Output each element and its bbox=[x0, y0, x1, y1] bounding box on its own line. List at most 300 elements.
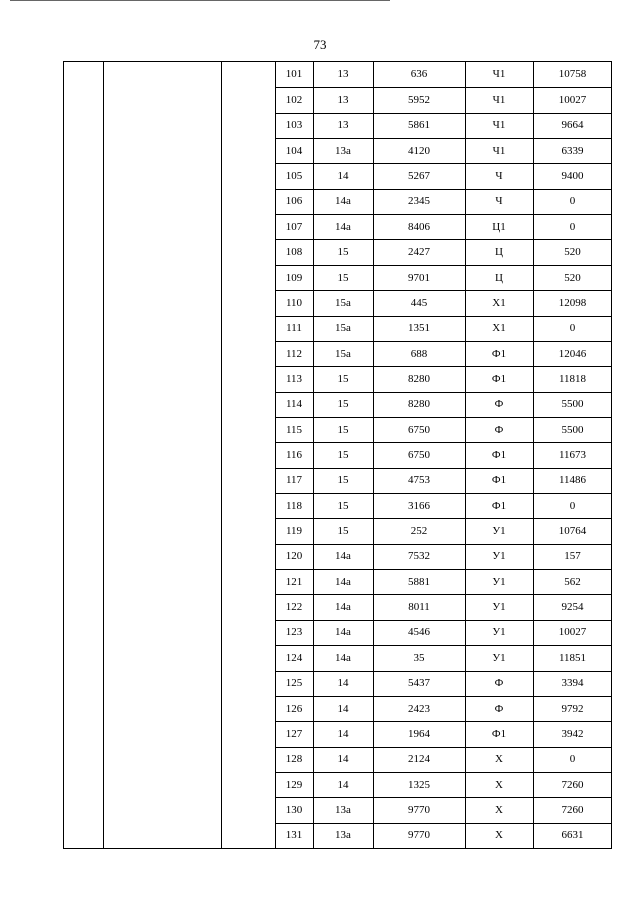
table-row bbox=[275, 493, 611, 518]
row-code-cell: У1 bbox=[492, 575, 506, 588]
row-value-cell: 9770 bbox=[408, 803, 430, 816]
row-result-cell: 10027 bbox=[558, 626, 587, 639]
cell-divider bbox=[533, 266, 534, 290]
cell-divider bbox=[373, 519, 374, 543]
cell-divider bbox=[465, 443, 466, 467]
cell-divider bbox=[313, 646, 314, 670]
row-quarter-cell: 14 bbox=[337, 727, 349, 740]
table-row bbox=[275, 747, 611, 772]
cell-divider bbox=[533, 570, 534, 594]
row-quarter-cell: 14а bbox=[335, 651, 351, 664]
cell-divider bbox=[465, 722, 466, 746]
cell-divider bbox=[313, 266, 314, 290]
row-value-cell: 2427 bbox=[408, 246, 430, 259]
row-quarter-cell: 14 bbox=[337, 778, 349, 791]
cell-divider bbox=[373, 291, 374, 315]
row-result-cell: 3942 bbox=[561, 727, 584, 740]
table-row bbox=[275, 265, 611, 290]
row-code-cell: Ф1 bbox=[491, 727, 507, 740]
row-number-cell: 123 bbox=[285, 626, 303, 639]
cell-divider bbox=[313, 722, 314, 746]
cell-divider bbox=[313, 748, 314, 772]
table-body bbox=[275, 62, 611, 848]
table-row bbox=[275, 189, 611, 214]
cell-divider bbox=[533, 114, 534, 138]
row-quarter-cell: 13 bbox=[337, 94, 349, 107]
cell-divider bbox=[373, 570, 374, 594]
table-row bbox=[275, 138, 611, 163]
row-number-cell: 110 bbox=[285, 296, 303, 309]
cell-divider bbox=[465, 824, 466, 848]
row-value-cell: 2345 bbox=[408, 195, 430, 208]
table-row bbox=[275, 392, 611, 417]
row-code-cell: Ф1 bbox=[491, 372, 507, 385]
cell-divider bbox=[313, 595, 314, 619]
row-quarter-cell: 14а bbox=[335, 601, 351, 614]
row-number-cell: 129 bbox=[285, 778, 303, 791]
row-value-cell: 4753 bbox=[408, 474, 430, 487]
row-result-cell: 6339 bbox=[561, 144, 584, 157]
cell-divider bbox=[373, 317, 374, 341]
cell-divider bbox=[373, 88, 374, 112]
cell-divider bbox=[373, 240, 374, 264]
row-number-cell: 124 bbox=[285, 651, 303, 664]
cell-divider bbox=[533, 88, 534, 112]
row-value-cell: 252 bbox=[410, 525, 428, 538]
row-quarter-cell: 14а bbox=[335, 550, 351, 563]
row-result-cell: 7260 bbox=[561, 778, 584, 791]
cell-divider bbox=[373, 824, 374, 848]
row-result-cell: 9400 bbox=[561, 170, 584, 183]
row-code-cell: Ф bbox=[494, 423, 504, 436]
row-code-cell: Ч1 bbox=[492, 144, 506, 157]
row-code-cell: Х bbox=[495, 829, 503, 842]
row-code-cell: Ф1 bbox=[491, 499, 507, 512]
cell-divider bbox=[373, 722, 374, 746]
row-number-cell: 101 bbox=[285, 68, 303, 81]
row-number-cell: 118 bbox=[285, 499, 303, 512]
cell-divider bbox=[465, 88, 466, 112]
row-number-cell: 125 bbox=[285, 677, 303, 690]
cell-divider bbox=[373, 545, 374, 569]
row-result-cell: 11851 bbox=[558, 651, 587, 664]
cell-divider bbox=[313, 342, 314, 366]
cell-divider bbox=[465, 545, 466, 569]
cell-divider bbox=[533, 672, 534, 696]
table-row bbox=[275, 772, 611, 797]
table-row bbox=[275, 721, 611, 746]
row-quarter-cell: 14 bbox=[337, 702, 349, 715]
row-quarter-cell: 15а bbox=[335, 296, 351, 309]
row-result-cell: 10758 bbox=[558, 68, 587, 81]
cell-divider bbox=[373, 62, 374, 87]
row-number-cell: 111 bbox=[286, 322, 302, 335]
cell-divider bbox=[313, 469, 314, 493]
row-value-cell: 9770 bbox=[408, 829, 430, 842]
row-code-cell: У1 bbox=[492, 626, 506, 639]
cell-divider bbox=[533, 139, 534, 163]
row-number-cell: 104 bbox=[285, 144, 303, 157]
cell-divider bbox=[465, 798, 466, 822]
row-result-cell: 0 bbox=[569, 499, 576, 512]
table-row bbox=[275, 671, 611, 696]
cell-divider bbox=[533, 773, 534, 797]
row-code-cell: Ф1 bbox=[491, 448, 507, 461]
table-row bbox=[275, 62, 611, 87]
row-code-cell: У1 bbox=[492, 550, 506, 563]
table-row bbox=[275, 620, 611, 645]
row-number-cell: 117 bbox=[285, 474, 303, 487]
table-row bbox=[275, 214, 611, 239]
row-quarter-cell: 13а bbox=[335, 803, 351, 816]
cell-divider bbox=[533, 240, 534, 264]
cell-divider bbox=[313, 215, 314, 239]
cell-divider bbox=[313, 697, 314, 721]
row-code-cell: Ф bbox=[494, 398, 504, 411]
cell-divider bbox=[313, 240, 314, 264]
row-quarter-cell: 14 bbox=[337, 753, 349, 766]
cell-divider bbox=[373, 367, 374, 391]
cell-divider bbox=[373, 418, 374, 442]
table-row bbox=[275, 569, 611, 594]
table-row bbox=[275, 417, 611, 442]
row-quarter-cell: 15 bbox=[337, 246, 349, 259]
row-code-cell: У1 bbox=[492, 651, 506, 664]
cell-divider bbox=[313, 519, 314, 543]
cell-divider bbox=[313, 824, 314, 848]
row-quarter-cell: 14а bbox=[335, 220, 351, 233]
row-code-cell: Х bbox=[495, 753, 503, 766]
cell-divider bbox=[533, 621, 534, 645]
cell-divider bbox=[533, 367, 534, 391]
cell-divider bbox=[313, 317, 314, 341]
table-row bbox=[275, 442, 611, 467]
row-code-cell: Х1 bbox=[492, 296, 506, 309]
row-number-cell: 126 bbox=[285, 702, 303, 715]
cell-divider bbox=[313, 570, 314, 594]
cell-divider bbox=[373, 266, 374, 290]
row-code-cell: Ф bbox=[494, 702, 504, 715]
row-number-cell: 122 bbox=[285, 601, 303, 614]
row-value-cell: 4120 bbox=[408, 144, 430, 157]
table-row bbox=[275, 518, 611, 543]
cell-divider bbox=[465, 646, 466, 670]
row-result-cell: 0 bbox=[569, 753, 576, 766]
table-row bbox=[275, 594, 611, 619]
cell-divider bbox=[373, 139, 374, 163]
row-quarter-cell: 15а bbox=[335, 322, 351, 335]
row-quarter-cell: 15 bbox=[337, 499, 349, 512]
cell-divider bbox=[533, 545, 534, 569]
row-quarter-cell: 15 bbox=[337, 398, 349, 411]
cell-divider bbox=[465, 62, 466, 87]
table-row bbox=[275, 113, 611, 138]
row-result-cell: 562 bbox=[564, 575, 581, 588]
cell-divider bbox=[465, 164, 466, 188]
cell-divider bbox=[533, 291, 534, 315]
cell-divider bbox=[533, 393, 534, 417]
cell-divider bbox=[313, 545, 314, 569]
row-result-cell: 11486 bbox=[558, 474, 587, 487]
row-code-cell: Ф1 bbox=[491, 347, 507, 360]
row-value-cell: 2423 bbox=[408, 702, 430, 715]
cell-divider bbox=[313, 672, 314, 696]
cell-divider bbox=[533, 519, 534, 543]
cell-divider bbox=[533, 697, 534, 721]
row-value-cell: 688 bbox=[410, 347, 428, 360]
cell-divider bbox=[313, 114, 314, 138]
row-result-cell: 9792 bbox=[561, 702, 584, 715]
row-number-cell: 113 bbox=[285, 372, 303, 385]
row-code-cell: Ч1 bbox=[492, 94, 506, 107]
row-number-cell: 115 bbox=[285, 423, 303, 436]
cell-divider bbox=[533, 798, 534, 822]
row-value-cell: 6750 bbox=[408, 423, 430, 436]
cell-divider bbox=[465, 418, 466, 442]
row-result-cell: 520 bbox=[564, 246, 581, 259]
cell-divider bbox=[465, 291, 466, 315]
row-quarter-cell: 13а bbox=[335, 829, 351, 842]
cell-divider bbox=[533, 317, 534, 341]
row-code-cell: У1 bbox=[492, 601, 506, 614]
table-row bbox=[275, 696, 611, 721]
page-number: 73 bbox=[313, 37, 327, 52]
row-value-cell: 1325 bbox=[408, 778, 430, 791]
row-result-cell: 6631 bbox=[561, 829, 584, 842]
row-number-cell: 105 bbox=[285, 170, 303, 183]
row-result-cell: 157 bbox=[564, 550, 581, 563]
cell-divider bbox=[465, 367, 466, 391]
row-number-cell: 103 bbox=[285, 119, 303, 132]
row-result-cell: 3394 bbox=[561, 677, 584, 690]
row-quarter-cell: 14а bbox=[335, 575, 351, 588]
row-code-cell: У1 bbox=[492, 525, 506, 538]
row-value-cell: 5952 bbox=[408, 94, 430, 107]
row-value-cell: 7532 bbox=[408, 550, 430, 563]
table-row bbox=[275, 87, 611, 112]
cell-divider bbox=[373, 646, 374, 670]
row-number-cell: 119 bbox=[285, 525, 303, 538]
row-value-cell: 636 bbox=[410, 68, 428, 81]
table-row bbox=[275, 290, 611, 315]
row-code-cell: Ч bbox=[495, 195, 503, 208]
cell-divider bbox=[313, 62, 314, 87]
row-result-cell: 11673 bbox=[558, 448, 587, 461]
table-row bbox=[275, 366, 611, 391]
column-divider bbox=[103, 62, 104, 848]
cell-divider bbox=[465, 139, 466, 163]
row-value-cell: 5267 bbox=[408, 170, 430, 183]
row-result-cell: 10764 bbox=[558, 525, 587, 538]
cell-divider bbox=[533, 722, 534, 746]
cell-divider bbox=[465, 773, 466, 797]
row-number-cell: 116 bbox=[285, 448, 303, 461]
cell-divider bbox=[465, 317, 466, 341]
row-quarter-cell: 14 bbox=[337, 677, 349, 690]
cell-divider bbox=[373, 595, 374, 619]
scan-edge-line bbox=[10, 0, 390, 1]
cell-divider bbox=[465, 621, 466, 645]
cell-divider bbox=[373, 672, 374, 696]
row-result-cell: 7260 bbox=[561, 803, 584, 816]
row-quarter-cell: 15 bbox=[337, 448, 349, 461]
cell-divider bbox=[313, 494, 314, 518]
row-value-cell: 5861 bbox=[408, 119, 430, 132]
row-result-cell: 9664 bbox=[561, 119, 584, 132]
row-code-cell: Х1 bbox=[492, 322, 506, 335]
table-row bbox=[275, 823, 611, 848]
row-value-cell: 6750 bbox=[408, 448, 430, 461]
table-row bbox=[275, 239, 611, 264]
row-quarter-cell: 15 bbox=[337, 423, 349, 436]
row-number-cell: 127 bbox=[285, 727, 303, 740]
row-number-cell: 121 bbox=[285, 575, 303, 588]
cell-divider bbox=[533, 748, 534, 772]
row-value-cell: 2124 bbox=[408, 753, 430, 766]
cell-divider bbox=[533, 494, 534, 518]
cell-divider bbox=[313, 164, 314, 188]
row-quarter-cell: 13а bbox=[335, 144, 351, 157]
row-code-cell: Х bbox=[495, 778, 503, 791]
row-number-cell: 102 bbox=[285, 94, 303, 107]
row-code-cell: Ц bbox=[495, 246, 503, 259]
table-row bbox=[275, 544, 611, 569]
row-result-cell: 5500 bbox=[561, 398, 584, 411]
cell-divider bbox=[465, 748, 466, 772]
cell-divider bbox=[465, 570, 466, 594]
row-quarter-cell: 14а bbox=[335, 195, 351, 208]
row-value-cell: 8011 bbox=[408, 601, 430, 614]
row-value-cell: 1351 bbox=[408, 322, 430, 335]
row-value-cell: 445 bbox=[410, 296, 428, 309]
row-result-cell: 11818 bbox=[558, 372, 587, 385]
row-quarter-cell: 15 bbox=[337, 271, 349, 284]
row-result-cell: 0 bbox=[569, 322, 576, 335]
cell-divider bbox=[373, 190, 374, 214]
cell-divider bbox=[533, 443, 534, 467]
cell-divider bbox=[533, 469, 534, 493]
cell-divider bbox=[533, 164, 534, 188]
cell-divider bbox=[533, 418, 534, 442]
cell-divider bbox=[465, 114, 466, 138]
cell-divider bbox=[373, 114, 374, 138]
row-code-cell: Ч bbox=[495, 170, 503, 183]
row-code-cell: Ф bbox=[494, 677, 504, 690]
cell-divider bbox=[373, 748, 374, 772]
cell-divider bbox=[313, 773, 314, 797]
cell-divider bbox=[373, 697, 374, 721]
row-result-cell: 9254 bbox=[561, 601, 584, 614]
cell-divider bbox=[313, 291, 314, 315]
cell-divider bbox=[533, 342, 534, 366]
row-number-cell: 108 bbox=[285, 246, 303, 259]
row-result-cell: 12098 bbox=[558, 296, 587, 309]
row-code-cell: Ф1 bbox=[491, 474, 507, 487]
cell-divider bbox=[373, 443, 374, 467]
row-code-cell: Ч1 bbox=[492, 68, 506, 81]
cell-divider bbox=[465, 240, 466, 264]
row-code-cell: Ц bbox=[495, 271, 503, 284]
row-code-cell: Ц1 bbox=[492, 220, 506, 233]
data-table bbox=[63, 61, 612, 849]
row-value-cell: 8406 bbox=[408, 220, 430, 233]
cell-divider bbox=[313, 190, 314, 214]
row-number-cell: 114 bbox=[285, 398, 303, 411]
row-value-cell: 8280 bbox=[408, 398, 430, 411]
row-result-cell: 520 bbox=[564, 271, 581, 284]
cell-divider bbox=[313, 139, 314, 163]
cell-divider bbox=[373, 342, 374, 366]
row-quarter-cell: 15а bbox=[335, 347, 351, 360]
cell-divider bbox=[373, 773, 374, 797]
cell-divider bbox=[313, 393, 314, 417]
table-row bbox=[275, 797, 611, 822]
table-row bbox=[275, 468, 611, 493]
row-number-cell: 112 bbox=[285, 347, 303, 360]
cell-divider bbox=[533, 215, 534, 239]
cell-divider bbox=[313, 418, 314, 442]
cell-divider bbox=[373, 393, 374, 417]
row-result-cell: 5500 bbox=[561, 423, 584, 436]
row-value-cell: 1964 bbox=[408, 727, 430, 740]
row-result-cell: 0 bbox=[569, 220, 576, 233]
row-number-cell: 128 bbox=[285, 753, 303, 766]
cell-divider bbox=[313, 798, 314, 822]
row-value-cell: 4546 bbox=[408, 626, 430, 639]
cell-divider bbox=[465, 190, 466, 214]
row-quarter-cell: 15 bbox=[337, 474, 349, 487]
cell-divider bbox=[465, 494, 466, 518]
row-result-cell: 10027 bbox=[558, 94, 587, 107]
table-row bbox=[275, 341, 611, 366]
row-quarter-cell: 14а bbox=[335, 626, 351, 639]
cell-divider bbox=[465, 266, 466, 290]
cell-divider bbox=[533, 190, 534, 214]
row-code-cell: Х bbox=[495, 803, 503, 816]
row-code-cell: Ч1 bbox=[492, 119, 506, 132]
row-result-cell: 0 bbox=[569, 195, 576, 208]
row-value-cell: 5437 bbox=[408, 677, 430, 690]
cell-divider bbox=[373, 215, 374, 239]
row-number-cell: 107 bbox=[285, 220, 303, 233]
cell-divider bbox=[465, 519, 466, 543]
table-row bbox=[275, 645, 611, 670]
cell-divider bbox=[373, 798, 374, 822]
cell-divider bbox=[373, 494, 374, 518]
cell-divider bbox=[533, 595, 534, 619]
row-value-cell: 8280 bbox=[408, 372, 430, 385]
row-value-cell: 5881 bbox=[408, 575, 430, 588]
cell-divider bbox=[373, 621, 374, 645]
cell-divider bbox=[465, 342, 466, 366]
cell-divider bbox=[313, 88, 314, 112]
cell-divider bbox=[465, 595, 466, 619]
table-row bbox=[275, 163, 611, 188]
row-number-cell: 109 bbox=[285, 271, 303, 284]
row-quarter-cell: 15 bbox=[337, 525, 349, 538]
cell-divider bbox=[313, 367, 314, 391]
cell-divider bbox=[465, 215, 466, 239]
row-quarter-cell: 13 bbox=[337, 119, 349, 132]
row-quarter-cell: 15 bbox=[337, 372, 349, 385]
cell-divider bbox=[465, 469, 466, 493]
row-number-cell: 106 bbox=[285, 195, 303, 208]
row-result-cell: 12046 bbox=[558, 347, 587, 360]
row-quarter-cell: 13 bbox=[337, 68, 349, 81]
row-quarter-cell: 14 bbox=[337, 170, 349, 183]
cell-divider bbox=[313, 621, 314, 645]
cell-divider bbox=[533, 646, 534, 670]
